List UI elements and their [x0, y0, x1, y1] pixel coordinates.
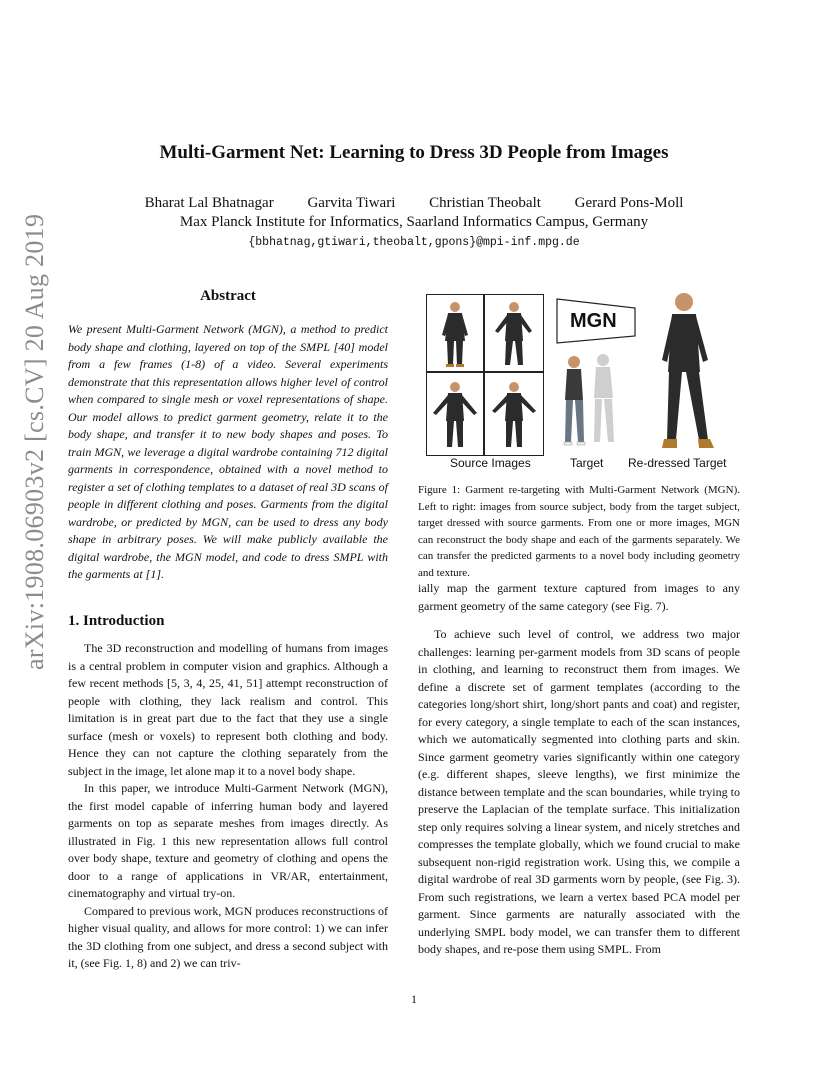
redressed-target-figure [650, 290, 720, 455]
right-column-continuation [418, 580, 740, 615]
label-source-images: Source Images [450, 456, 531, 470]
source-image-4 [484, 372, 544, 456]
source-image-3 [426, 372, 484, 456]
author: Christian Theobalt [429, 195, 541, 211]
section-heading-introduction: 1. Introduction [68, 613, 165, 629]
figure-1 [418, 290, 740, 480]
label-redressed-target: Re-dressed Target [628, 456, 727, 470]
paragraph: Compared to previous work, MGN produces reconstructions of higher visual quality, and allows for more control: 1) we can infer the 3D clothing from one subject, and dress a second subject with it, (see Fig. 1, 8) and 2) we can triv- [68, 903, 388, 970]
source-image-2 [484, 294, 544, 372]
paragraph: ially map the garment texture captured from images to any garment geometry of the same category (see Fig. 7). [418, 581, 740, 613]
mgn-label: MGN [570, 310, 617, 332]
paragraph: The 3D reconstruction and modelling of humans from images is a central problem in computer vision and graphics. Although a few recent methods [5, 3, 4, 25, 41, 51] attempt reconstruction of people with clothing, they lack realism and control. This limitation is in great part due to the fact that they use a single surface (mesh or voxels) to represent both clothing and body. Hence they can not capture the clothing separately from the subject in the image, let alone map it to a novel body shape. [68, 641, 388, 778]
author-list [0, 195, 828, 212]
page-number: 1 [411, 992, 417, 1006]
author: Bharat Lal Bhatnagar [144, 195, 274, 211]
paragraph: In this paper, we introduce Multi-Garment Network (MGN), the first model capable of inferring human body and layered garments on top as separate meshes from images directly. As illustrated in Fig. 1 this new representation allows full control over body shape, texture and geometry of clothing and opens the door to a range of applications in VR/AR, entertainment, cinematography and virtual try-on. [68, 781, 388, 900]
label-target: Target [570, 456, 604, 470]
intro-column-left [68, 640, 388, 973]
paper-title: Multi-Garment Net: Learning to Dress 3D People from Images [159, 142, 669, 163]
author-emails[interactable]: {bbhatnag,gtiwari,theobalt,gpons}@mpi-inf.mpg.de [248, 236, 580, 249]
affiliation: Max Planck Institute for Informatics, Saarland Informatics Campus, Germany [179, 214, 649, 230]
paragraph: To achieve such level of control, we address two major challenges: learning per-garment models from 3D scans of people in clothing, and learning to reconstruct them from images. We define a discrete set of garment templates (according to the categories long/short shirt, long/short pants and coat) and register, for every category, a single template to each of the scan instances, which we automatically segmented into clothing parts and skin. Since garment geometry varies significantly within one category (e.g. different shapes, sleeve lengths), we first minimize the distance between template and the scan boundaries, while trying to preserve the Laplacian of the template surface. This initialization step only requires solving a linear system, and nicely stretches and compresses the template globally, which we found crucial to make subsequent non-rigid registration work. Using this, we compile a digital wardrobe of real 3D garments worn by people, (see Fig. 3). From such registrations, we learn a vertex based PCA model per garment. Since garments are naturally associated with the underlying SMPL body model, we can transfer them to different body shapes, and re-pose them using SMPL. From [418, 627, 740, 956]
figure-1-caption: Figure 1: Garment re-targeting with Multi-Garment Network (MGN). Left to right: images from source subject, body from the target subject, target dressed with source garments. From one or more images, MGN can reconstruct the body shape and each of the garments separately. We can transfer the predicted garments to a novel body including geometry and texture. [418, 484, 740, 579]
author: Garvita Tiwari [307, 195, 396, 211]
right-column-text [418, 626, 740, 959]
abstract-text: We present Multi-Garment Network (MGN), a method to predict body shape and clothing, layered on top of the SMPL [40] model from a few frames (1-8) of a video. Several experiments demonstrate that this representation allows higher level of control when compared to single mesh or voxel representations of shape. Our model allows to predict garment geometry, relate it to the body shape, and transfer it to new body shapes and poses. To train MGN, we leverage a digital wardrobe containing 712 digital garments in correspondence, obtained with a novel method to register a set of clothing templates to a dataset of real 3D scans of people in different clothing and poses. Garments from the digital wardrobe, or predicted by MGN, can be used to dress any body shape in arbitrary poses. We will make publicly available the digital wardrobe, the MGN model, and code to dress SMPL with the garments at [1]. [68, 322, 388, 581]
target-body-figures [558, 346, 628, 452]
author: Gerard Pons-Moll [574, 195, 684, 211]
abstract-heading: Abstract [200, 288, 256, 304]
arxiv-stamp[interactable]: arXiv:1908.06903v2 [cs.CV] 20 Aug 2019 [20, 213, 49, 670]
source-image-1 [426, 294, 484, 372]
